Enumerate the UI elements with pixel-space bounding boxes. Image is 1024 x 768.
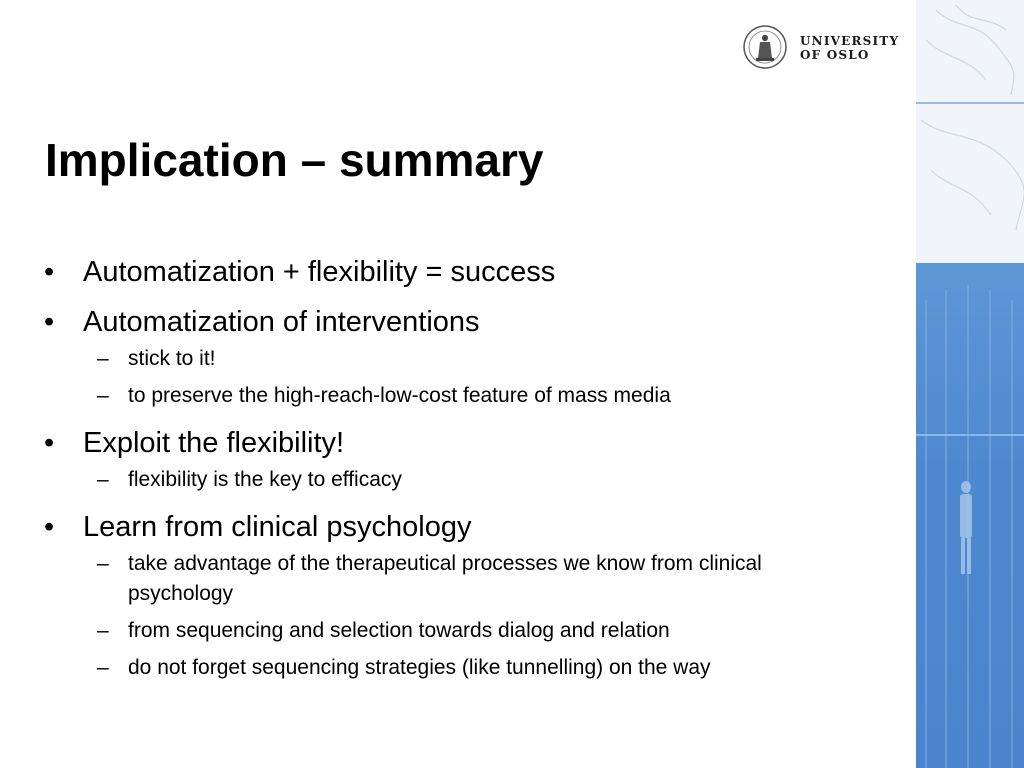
sub-bullet-marker: – [97,347,109,370]
strip-decoration-art [916,0,1024,768]
bullet-item [44,425,904,461]
sub-bullet-text: flexibility is the key to efficacy [128,468,402,491]
sub-bullet-marker: – [97,552,109,575]
sub-bullet-item [44,549,828,609]
decorative-side-strip [916,0,1024,768]
bullet-item [44,304,904,340]
bullet-text: Learn from clinical psychology [83,511,472,543]
bullet-item [44,254,904,290]
bullet-marker: • [44,306,55,338]
sub-bullet-item [44,344,904,374]
university-logo-text [800,34,899,62]
sub-bullet-marker: – [97,619,109,642]
sub-bullet-text: take advantage of the therapeutical processes we know from clinical psychology [128,552,762,605]
sub-bullet-marker: – [97,384,109,407]
sub-bullet-item [44,616,904,646]
sub-bullet-marker: – [97,468,109,491]
university-seal-icon [742,24,788,70]
sub-bullet-text: do not forget sequencing strategies (like tunnelling) on the way [128,656,711,679]
bullet-text: Automatization + flexibility = success [83,256,556,288]
bullet-marker: • [44,427,55,459]
sub-bullet-text: stick to it! [128,347,216,370]
university-logo [742,24,902,74]
sub-bullet-item [44,465,904,495]
slide-title: Implication – summary [45,134,544,186]
sub-bullet-item [44,653,904,683]
sub-bullet-text: to preserve the high-reach-low-cost feature of mass media [128,384,671,407]
sub-bullet-item [44,381,904,411]
bullet-text: Automatization of interventions [83,306,480,338]
sub-bullet-text: from sequencing and selection towards dialog and relation [128,619,670,642]
bullet-list [44,254,904,690]
logo-line-1: UNIVERSITY [800,34,900,48]
bullet-text: Exploit the flexibility! [83,427,345,459]
bullet-marker: • [44,256,55,288]
sub-bullet-marker: – [97,656,109,679]
logo-line-2: OF OSLO [800,48,870,62]
bullet-item [44,509,904,545]
bullet-marker: • [44,511,55,543]
